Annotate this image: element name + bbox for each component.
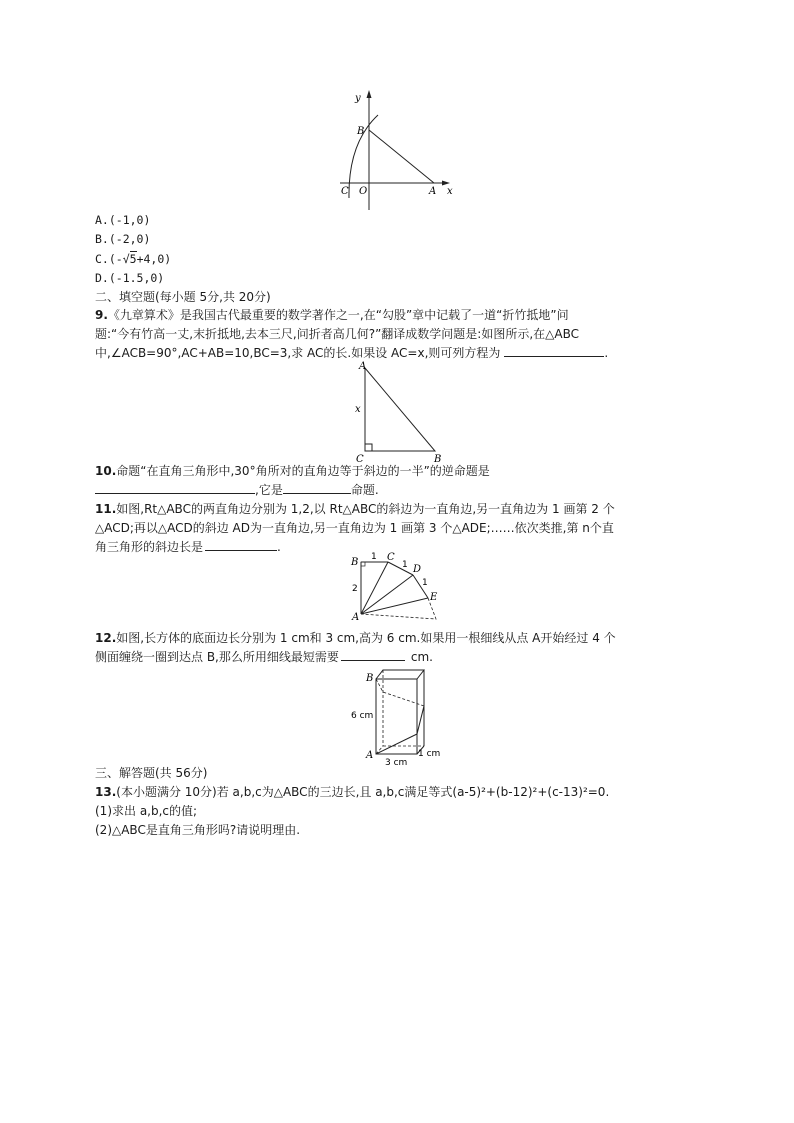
q11-text-3: 角三角形的斜边长是: [95, 540, 204, 554]
q10-line2: [95, 481, 379, 499]
point-A-label: A: [366, 750, 374, 761]
length-2-AB: 2: [352, 584, 358, 594]
q12-line1: [95, 629, 616, 647]
point-A-label: A: [352, 612, 360, 623]
point-C-label: C: [341, 186, 349, 197]
point-B-label: B: [366, 673, 374, 684]
length-1-BC: 1: [371, 552, 377, 562]
q11-answer-blank: [205, 538, 277, 551]
q10-answer-blank-1: [95, 481, 255, 494]
right-angle-mark: [365, 444, 372, 451]
figure-coordinate-axes: [330, 88, 470, 213]
point-D-label: D: [413, 564, 422, 575]
section-2-title: 二、填空题(每小题 5分,共 20分): [95, 290, 271, 304]
q11-line2: △ACD;再以△ACD的斜边 AD为一直角边,另一直角边为 1 画第 3 个△ADE;……依次类推,第 n个直: [95, 521, 614, 535]
q12-text-2: 侧面缠绕一圈到达点 B,那么所用细线最短需要: [95, 650, 339, 664]
q12-number: 12.: [95, 631, 117, 645]
point-B-label: B: [351, 557, 359, 568]
q10-line1: [95, 462, 490, 480]
string-path-front: [376, 734, 417, 754]
depth-label: 1 cm: [418, 749, 441, 759]
width-label: 3 cm: [385, 758, 408, 767]
point-C-label: C: [387, 552, 395, 563]
triangle-ABC-leg-box: [361, 562, 365, 566]
q11-text-1: 如图,Rt△ABC的两直角边分别为 1,2,以 Rt△ABC的斜边为一直角边,另一直角边为 1 画第 2 个: [116, 502, 615, 516]
origin-label: O: [359, 186, 368, 197]
sqrt-symbol: √: [122, 252, 130, 266]
option-d: D.(-1.5,0): [95, 271, 165, 285]
option-a: A.(-1,0): [95, 213, 151, 227]
q11-line3: [95, 538, 281, 556]
figure-q12-cuboid: [348, 664, 448, 767]
point-C-label: C: [356, 454, 364, 464]
point-A-label: A: [359, 361, 367, 372]
q10-text-1: 命题“在直角三角形中,30°角所对的直角边等于斜边的一半”的逆命题是: [116, 464, 490, 478]
length-1-CD: 1: [402, 560, 408, 570]
q10-number: 10.: [95, 464, 117, 478]
point-A-label: A: [429, 186, 437, 197]
option-b: B.(-2,0): [95, 232, 151, 246]
q10-answer-blank-2: [283, 481, 351, 494]
length-1-DE: 1: [422, 578, 428, 588]
q9-text-1: 《九章算术》是我国古代最重要的数学著作之一,在“勾股”章中记载了一道“折竹抵地”问: [107, 308, 569, 322]
q10-text-mid: ,它是: [255, 483, 283, 497]
x-axis-label: x: [447, 186, 453, 197]
point-B-label: B: [434, 454, 442, 464]
q11-number: 11.: [95, 502, 117, 516]
q11-line1: [95, 500, 615, 518]
q13-line1: [95, 783, 609, 801]
side-x-label: x: [355, 404, 361, 415]
figure-q11-triangles: [338, 551, 448, 623]
q11-period: .: [277, 540, 281, 554]
side-AC: [361, 562, 388, 614]
triangle-ACB: [365, 368, 435, 451]
q9-period: .: [604, 346, 609, 360]
q9-text-3: 中,∠ACB=90°,AC+AB=10,BC=3,求 AC的长.如果设 AC=x,则可列方程为: [95, 346, 501, 360]
q12-unit: cm.: [410, 650, 433, 664]
option-c-suffix: +4,0): [136, 252, 172, 266]
q9-line1: [95, 306, 569, 324]
segment-AB: [369, 130, 434, 183]
x-axis-arrow: [442, 181, 450, 186]
dashed-continuation: [361, 598, 436, 619]
q9-number: 9.: [95, 308, 108, 322]
figure-q9-triangle: [350, 360, 460, 464]
string-path-side: [417, 706, 424, 734]
y-axis-arrow: [367, 90, 372, 98]
q13-sub2: (2)△ABC是直角三角形吗?请说明理由.: [95, 823, 301, 837]
q9-answer-blank: [504, 344, 604, 357]
y-axis-label: y: [355, 93, 361, 104]
point-B-label: B: [357, 126, 365, 137]
q10-text-end: 命题.: [350, 483, 379, 497]
option-c-radicand: 5: [129, 252, 137, 266]
q13-text-1: (本小题满分 10分)若 a,b,c为△ABC的三边长,且 a,b,c满足等式(a-5)²+(b-12)²+(c-13)²=0.: [116, 785, 610, 799]
q9-line2: 题:“今有竹高一丈,末折抵地,去本三尺,问折者高几何?”翻译成数学问题是:如图所示,在△ABC: [95, 327, 579, 341]
point-E-label: E: [430, 592, 438, 603]
q13-number: 13.: [95, 785, 117, 799]
side-CD: [388, 562, 413, 575]
q12-answer-blank: [341, 648, 405, 661]
q12-text-1: 如图,长方体的底面边长分别为 1 cm和 3 cm,高为 6 cm.如果用一根细线从点 A开始经过 4 个: [116, 631, 616, 645]
q13-sub1: (1)求出 a,b,c的值;: [95, 804, 198, 818]
section-3-title: 三、解答题(共 56分): [95, 766, 208, 780]
option-c: [95, 250, 171, 268]
option-c-prefix: C.(-: [95, 252, 123, 266]
height-label: 6 cm: [351, 711, 374, 721]
